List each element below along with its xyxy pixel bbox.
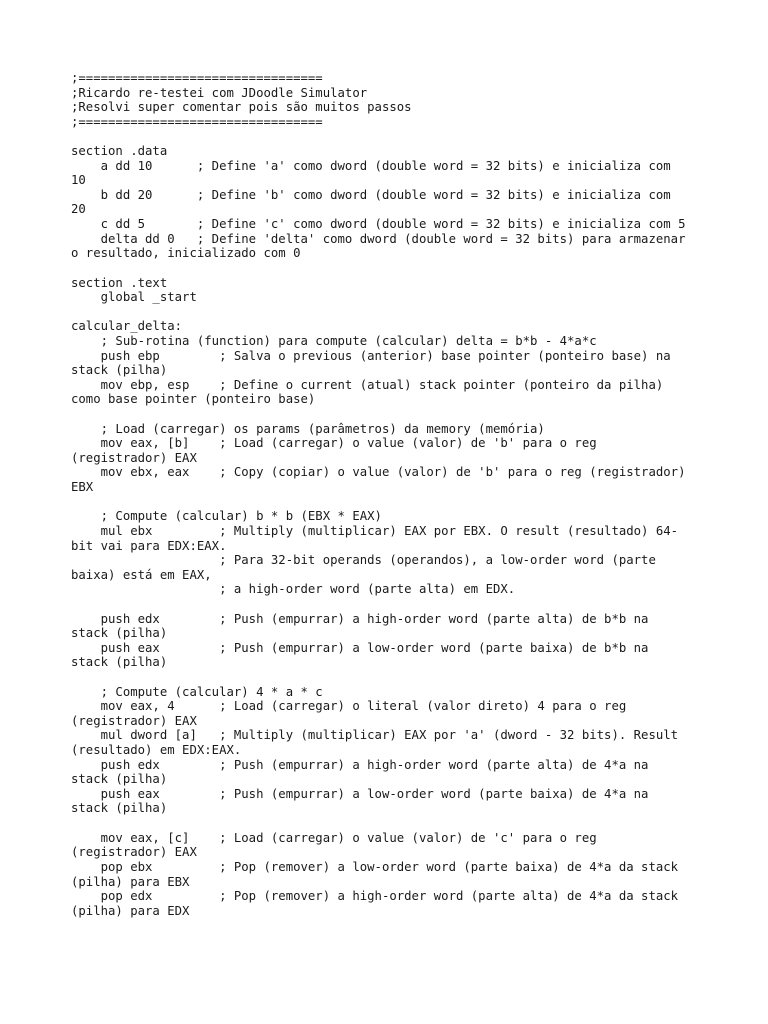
code-line: (pilha) para EBX <box>71 874 190 889</box>
code-line: pop edx ; Pop (remover) a high-order word (parte alta) de 4*a da stack <box>71 889 679 904</box>
code-line: ;================================= <box>71 71 323 85</box>
code-line: o resultado, inicializado com 0 <box>71 246 301 261</box>
code-line: ;Ricardo re-testei com JDoodle Simulator <box>71 85 368 100</box>
code-line: 20 <box>71 202 86 217</box>
code-line <box>71 495 711 510</box>
code-line: a dd 10 ; Define 'a' como dword (double word = 32 bits) e inicializa com <box>71 158 671 173</box>
code-line: ;================================= <box>71 114 323 129</box>
code-line: stack (pilha) <box>71 626 168 641</box>
code-line <box>71 129 711 144</box>
code-line: (registrador) EAX <box>71 713 197 728</box>
code-line: (resultado) em EDX:EAX. <box>71 743 242 758</box>
code-line: mov eax, [b] ; Load (carregar) o value (valor) de 'b' para o reg <box>71 436 597 451</box>
code-line: mov ebx, eax ; Copy (copiar) o value (valor) de 'b' para o reg (registrador) <box>71 465 686 480</box>
code-line: ; a high-order word (parte alta) em EDX. <box>71 582 516 597</box>
code-line: push edx ; Push (empurrar) a high-order word (parte alta) de b*b na <box>71 611 649 626</box>
code-line: push edx ; Push (empurrar) a high-order word (parte alta) de 4*a na <box>71 757 649 772</box>
code-line: push eax ; Push (empurrar) a low-order word (parte baixa) de b*b na <box>71 640 649 655</box>
code-line: b dd 20 ; Define 'b' como dword (double word = 32 bits) e inicializa com <box>71 187 671 202</box>
code-line: (registrador) EAX <box>71 450 197 465</box>
code-line <box>71 670 711 685</box>
code-line: ; Para 32-bit operands (operandos), a low-order word (parte <box>71 553 656 568</box>
code-line <box>71 305 711 320</box>
code-line: bit vai para EDX:EAX. <box>71 538 227 553</box>
code-line: push ebp ; Salva o previous (anterior) base pointer (ponteiro base) na <box>71 348 671 363</box>
code-line: stack (pilha) <box>71 363 168 378</box>
code-line: baixa) está em EAX, <box>71 567 212 582</box>
code-line: ; Sub-rotina (function) para compute (calcular) delta = b*b - 4*a*c <box>71 333 597 348</box>
code-line: mul dword [a] ; Multiply (multiplicar) EAX por 'a' (dword - 32 bits). Result <box>71 728 679 743</box>
code-line: global _start <box>71 290 197 305</box>
code-line <box>71 816 711 831</box>
code-line: como base pointer (ponteiro base) <box>71 392 316 407</box>
code-line: EBX <box>71 480 94 495</box>
code-line: mul ebx ; Multiply (multiplicar) EAX por EBX. O result (resultado) 64- <box>71 523 679 538</box>
code-listing <box>71 71 711 918</box>
code-line: section .data <box>71 144 168 159</box>
code-line: ;Resolvi super comentar pois são muitos passos <box>71 100 412 115</box>
code-line: ; Compute (calcular) b * b (EBX * EAX) <box>71 509 382 524</box>
code-line: section .text <box>71 275 168 290</box>
code-line: c dd 5 ; Define 'c' como dword (double word = 32 bits) e inicializa com 5 <box>71 217 686 232</box>
code-line: mov ebp, esp ; Define o current (atual) stack pointer (ponteiro da pilha) <box>71 377 664 392</box>
code-line: stack (pilha) <box>71 655 168 670</box>
code-line: (registrador) EAX <box>71 845 197 860</box>
code-line: push eax ; Push (empurrar) a low-order word (parte baixa) de 4*a na <box>71 786 649 801</box>
code-line: pop ebx ; Pop (remover) a low-order word (parte baixa) de 4*a da stack <box>71 859 679 874</box>
code-line <box>71 261 711 276</box>
code-line: calcular_delta: <box>71 319 183 334</box>
code-line: stack (pilha) <box>71 772 168 787</box>
code-line: mov eax, 4 ; Load (carregar) o literal (valor direto) 4 para o reg <box>71 699 627 714</box>
code-line: ; Compute (calcular) 4 * a * c <box>71 684 323 699</box>
code-line: delta dd 0 ; Define 'delta' como dword (double word = 32 bits) para armazenar <box>71 231 686 246</box>
code-line <box>71 407 711 422</box>
code-line: ; Load (carregar) os params (parâmetros) da memory (memória) <box>71 421 545 436</box>
code-line: stack (pilha) <box>71 801 168 816</box>
code-line: 10 <box>71 173 86 188</box>
code-line: (pilha) para EDX <box>71 903 190 918</box>
code-line: mov eax, [c] ; Load (carregar) o value (valor) de 'c' para o reg <box>71 830 597 845</box>
code-line <box>71 597 711 612</box>
